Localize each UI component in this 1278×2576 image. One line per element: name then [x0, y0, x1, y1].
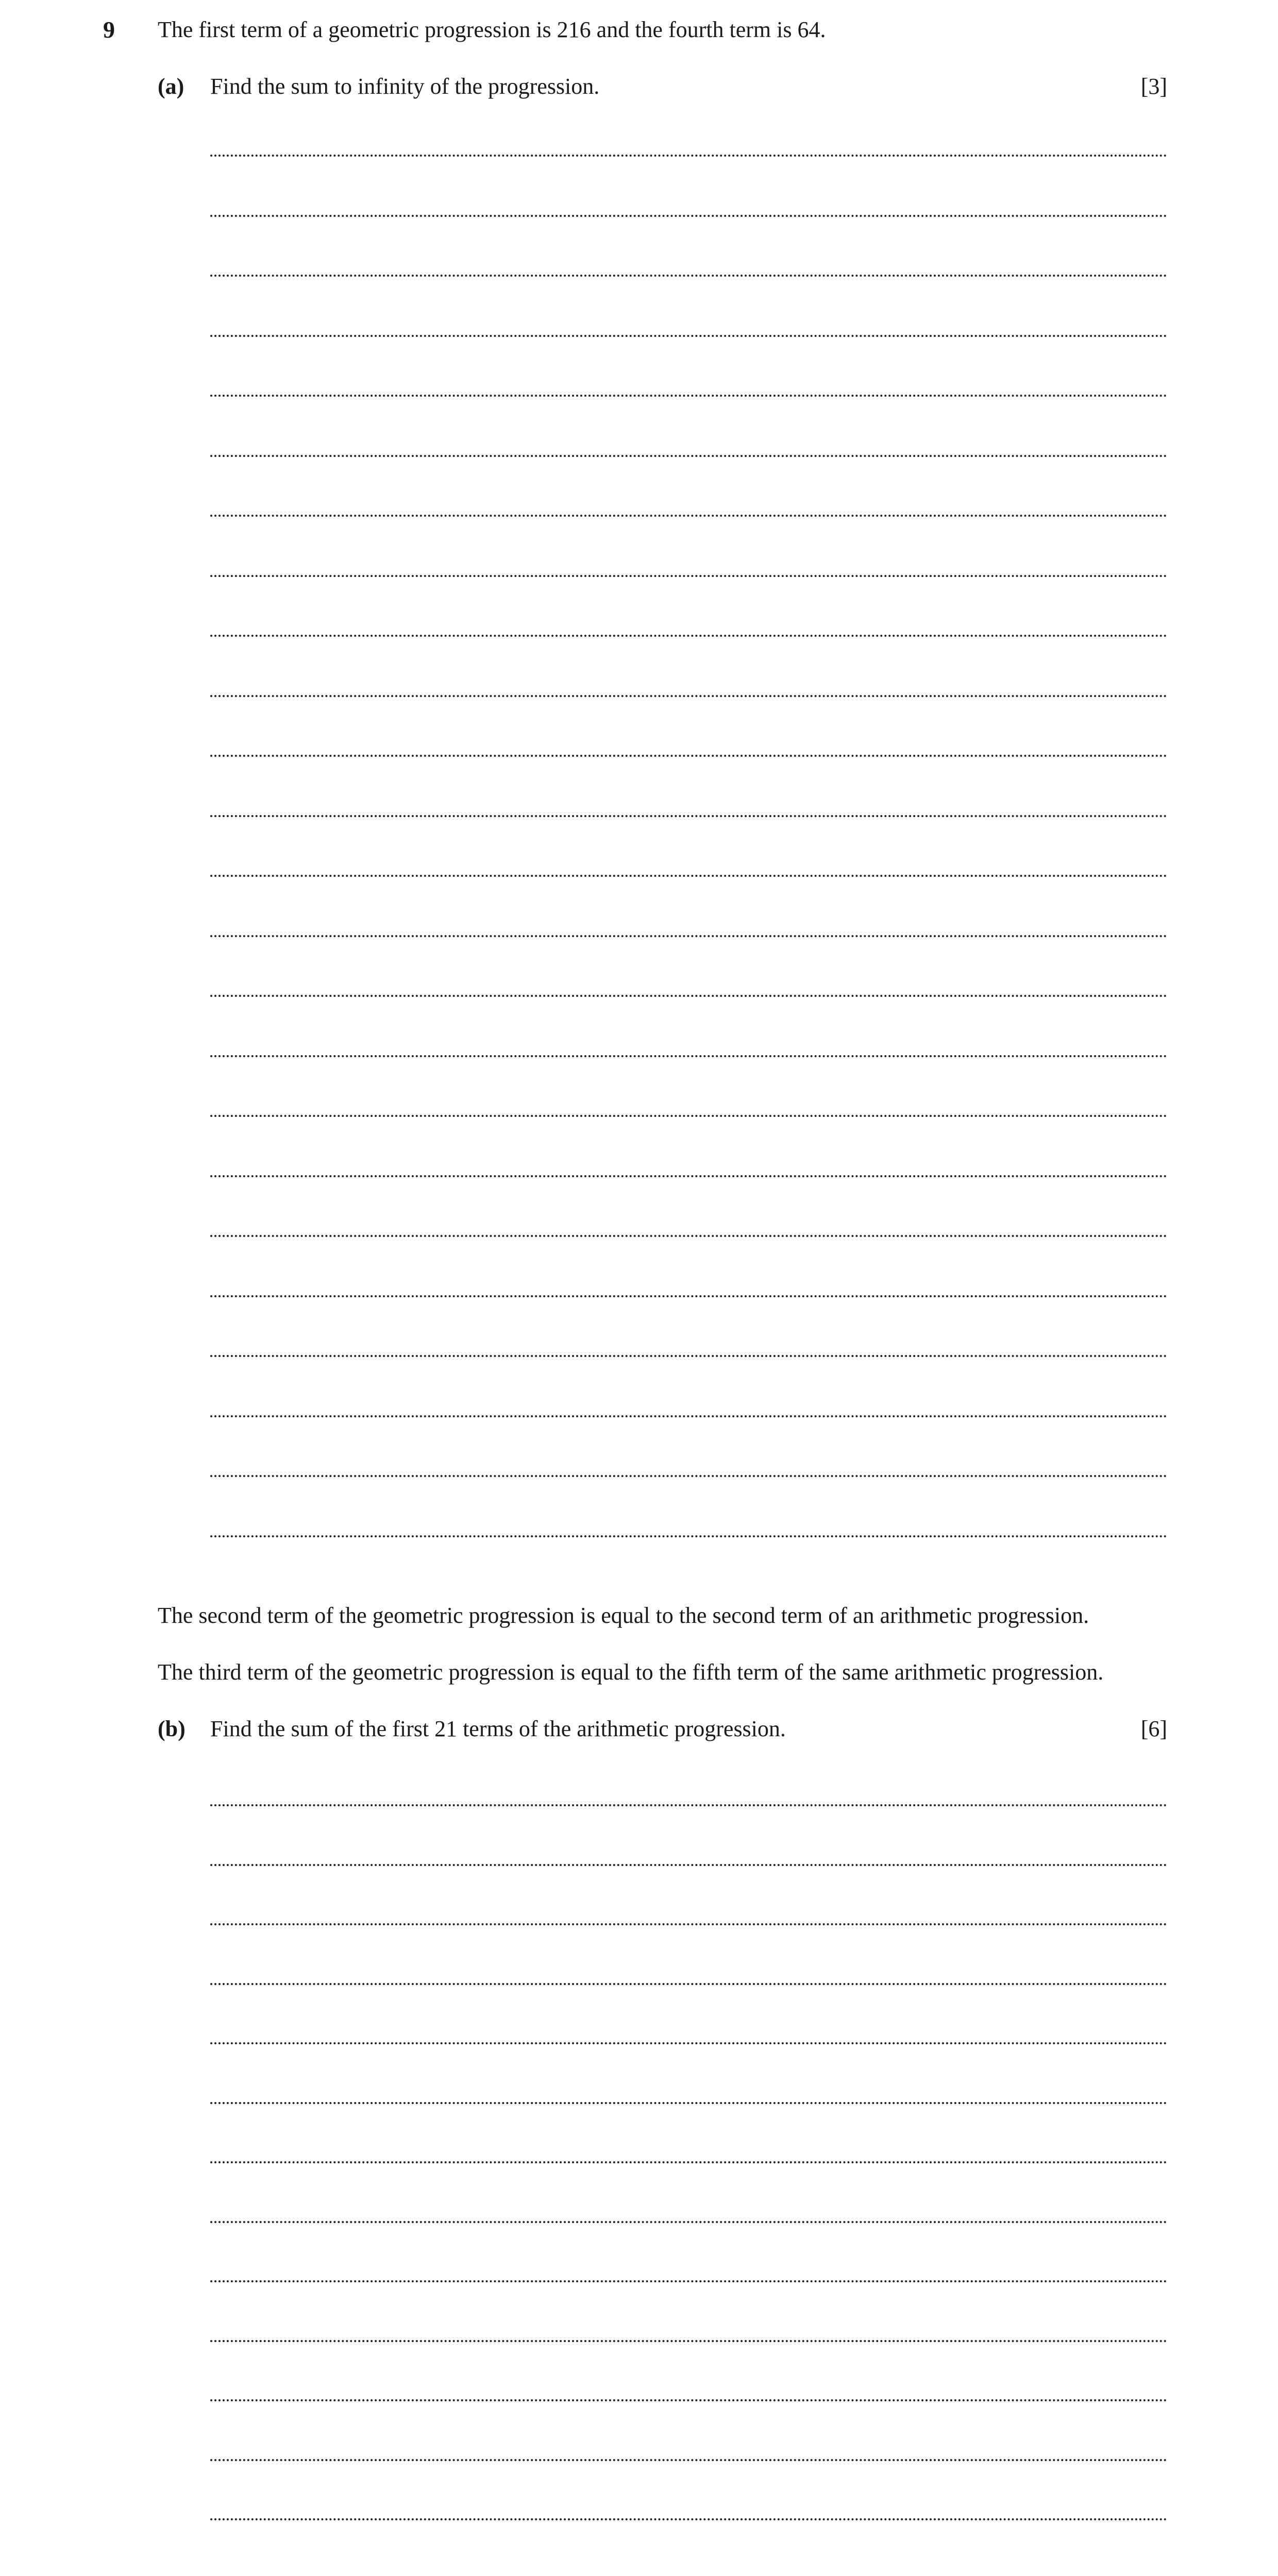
part-a-question: Find the sum to infinity of the progression. [210, 74, 600, 99]
answer-line[interactable] [210, 1415, 1167, 1417]
part-a-label: (a) [158, 74, 184, 99]
answer-line[interactable] [210, 1535, 1167, 1537]
answer-line[interactable] [210, 275, 1167, 277]
question-stem: The first term of a geometric progression is 216 and the fourth term is 64. [158, 17, 826, 42]
answer-line[interactable] [210, 695, 1167, 697]
answer-line[interactable] [210, 2340, 1167, 2342]
answer-line[interactable] [210, 1055, 1167, 1057]
answer-line[interactable] [210, 2221, 1167, 2223]
answer-line[interactable] [210, 1115, 1167, 1117]
part-a-marks: [3] [1140, 74, 1167, 99]
info-line-1: The second term of the geometric progression is equal to the second term of an arithmetic progression. [158, 1603, 1089, 1628]
part-b-question: Find the sum of the first 21 terms of the arithmetic progression. [210, 1716, 786, 1741]
part-b-label: (b) [158, 1716, 186, 1741]
question-number: 9 [103, 16, 115, 43]
answer-line[interactable] [210, 1175, 1167, 1177]
answer-line[interactable] [210, 2518, 1167, 2520]
answer-line[interactable] [210, 1804, 1167, 1806]
answer-line[interactable] [210, 1983, 1167, 1985]
answer-line[interactable] [210, 2399, 1167, 2401]
answer-line[interactable] [210, 2042, 1167, 2044]
part-b-marks: [6] [1140, 1716, 1167, 1741]
answer-line[interactable] [210, 335, 1167, 337]
answer-line[interactable] [210, 2459, 1167, 2461]
answer-line[interactable] [210, 1355, 1167, 1357]
answer-line[interactable] [210, 215, 1167, 217]
answer-line[interactable] [210, 1475, 1167, 1477]
answer-line[interactable] [210, 2280, 1167, 2282]
answer-line[interactable] [210, 1923, 1167, 1925]
answer-line[interactable] [210, 935, 1167, 937]
answer-line[interactable] [210, 515, 1167, 517]
answer-line[interactable] [210, 575, 1167, 577]
answer-line[interactable] [210, 2161, 1167, 2163]
info-line-2: The third term of the geometric progression is equal to the fifth term of the same arithmetic progression. [158, 1659, 1104, 1685]
answer-line[interactable] [210, 995, 1167, 997]
answer-line[interactable] [210, 1864, 1167, 1866]
answer-line[interactable] [210, 815, 1167, 817]
answer-line[interactable] [210, 455, 1167, 457]
answer-line[interactable] [210, 635, 1167, 637]
answer-line[interactable] [210, 1235, 1167, 1237]
answer-line[interactable] [210, 155, 1167, 157]
answer-line[interactable] [210, 755, 1167, 757]
answer-line[interactable] [210, 875, 1167, 877]
answer-line[interactable] [210, 2102, 1167, 2104]
answer-line[interactable] [210, 1295, 1167, 1297]
answer-line[interactable] [210, 395, 1167, 397]
